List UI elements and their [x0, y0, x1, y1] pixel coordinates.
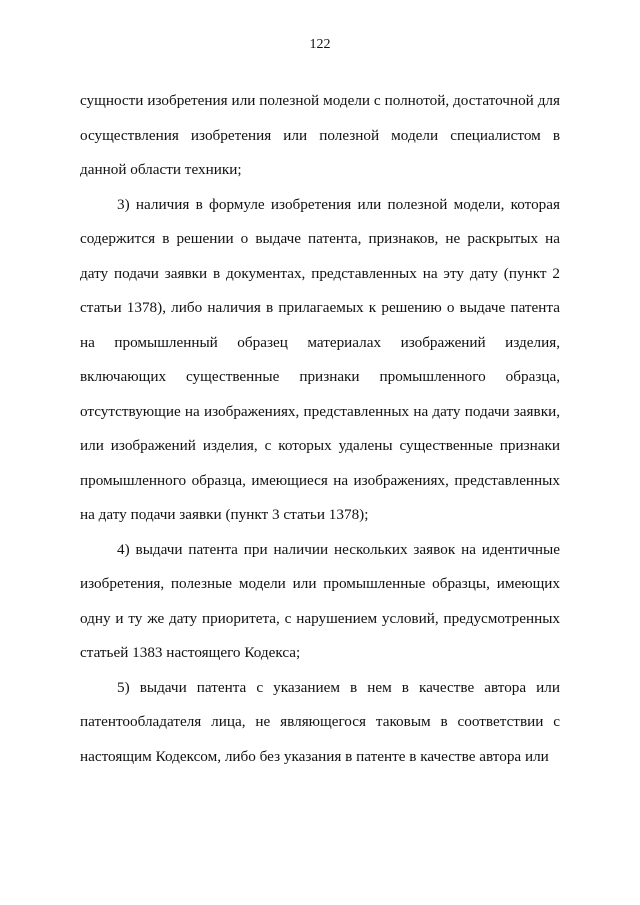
paragraph-item-5: 5) выдачи патента с указанием в нем в качестве автора или патентообладателя лица, не являющегося таковым в соответствии с настоящим Кодексом, либо без указания в патенте в качестве автора или — [80, 678, 560, 765]
page-number: 122 — [309, 37, 331, 52]
paragraph-item-4: 4) выдачи патента при наличии нескольких заявок на идентичные изобретения, полезные модели или промышленные образцы, имеющих одну и ту же дату приоритета, с нарушением условий, предусмотренных статьей 1383 настоящего Кодекса; — [80, 540, 560, 661]
paragraph-continuation: сущности изобретения или полезной модели с полнотой, достаточной для осуществления изобретения или полезной модели специалистом в данной области техники; — [80, 92, 560, 178]
paragraph-item-3: 3) наличия в формуле изобретения или полезной модели, которая содержится в решении о выдаче патента, признаков, не раскрытых на дату подачи заявки в документах, представленных на эту дату (пункт 2 статьи 1378), либо наличия в прилагаемых к решению о выдаче патента на промышленный образец материалах изображений изделия, включающих существенные признаки промышленного образца, отсутствующие на изображениях, представленных на дату подачи заявки, или изображений изделия, с которых удалены существенные признаки промышленного образца, имеющиеся на изображениях, представленных на дату подачи заявки (пункт 3 статьи 1378); — [80, 195, 560, 523]
body-text — [80, 84, 560, 774]
